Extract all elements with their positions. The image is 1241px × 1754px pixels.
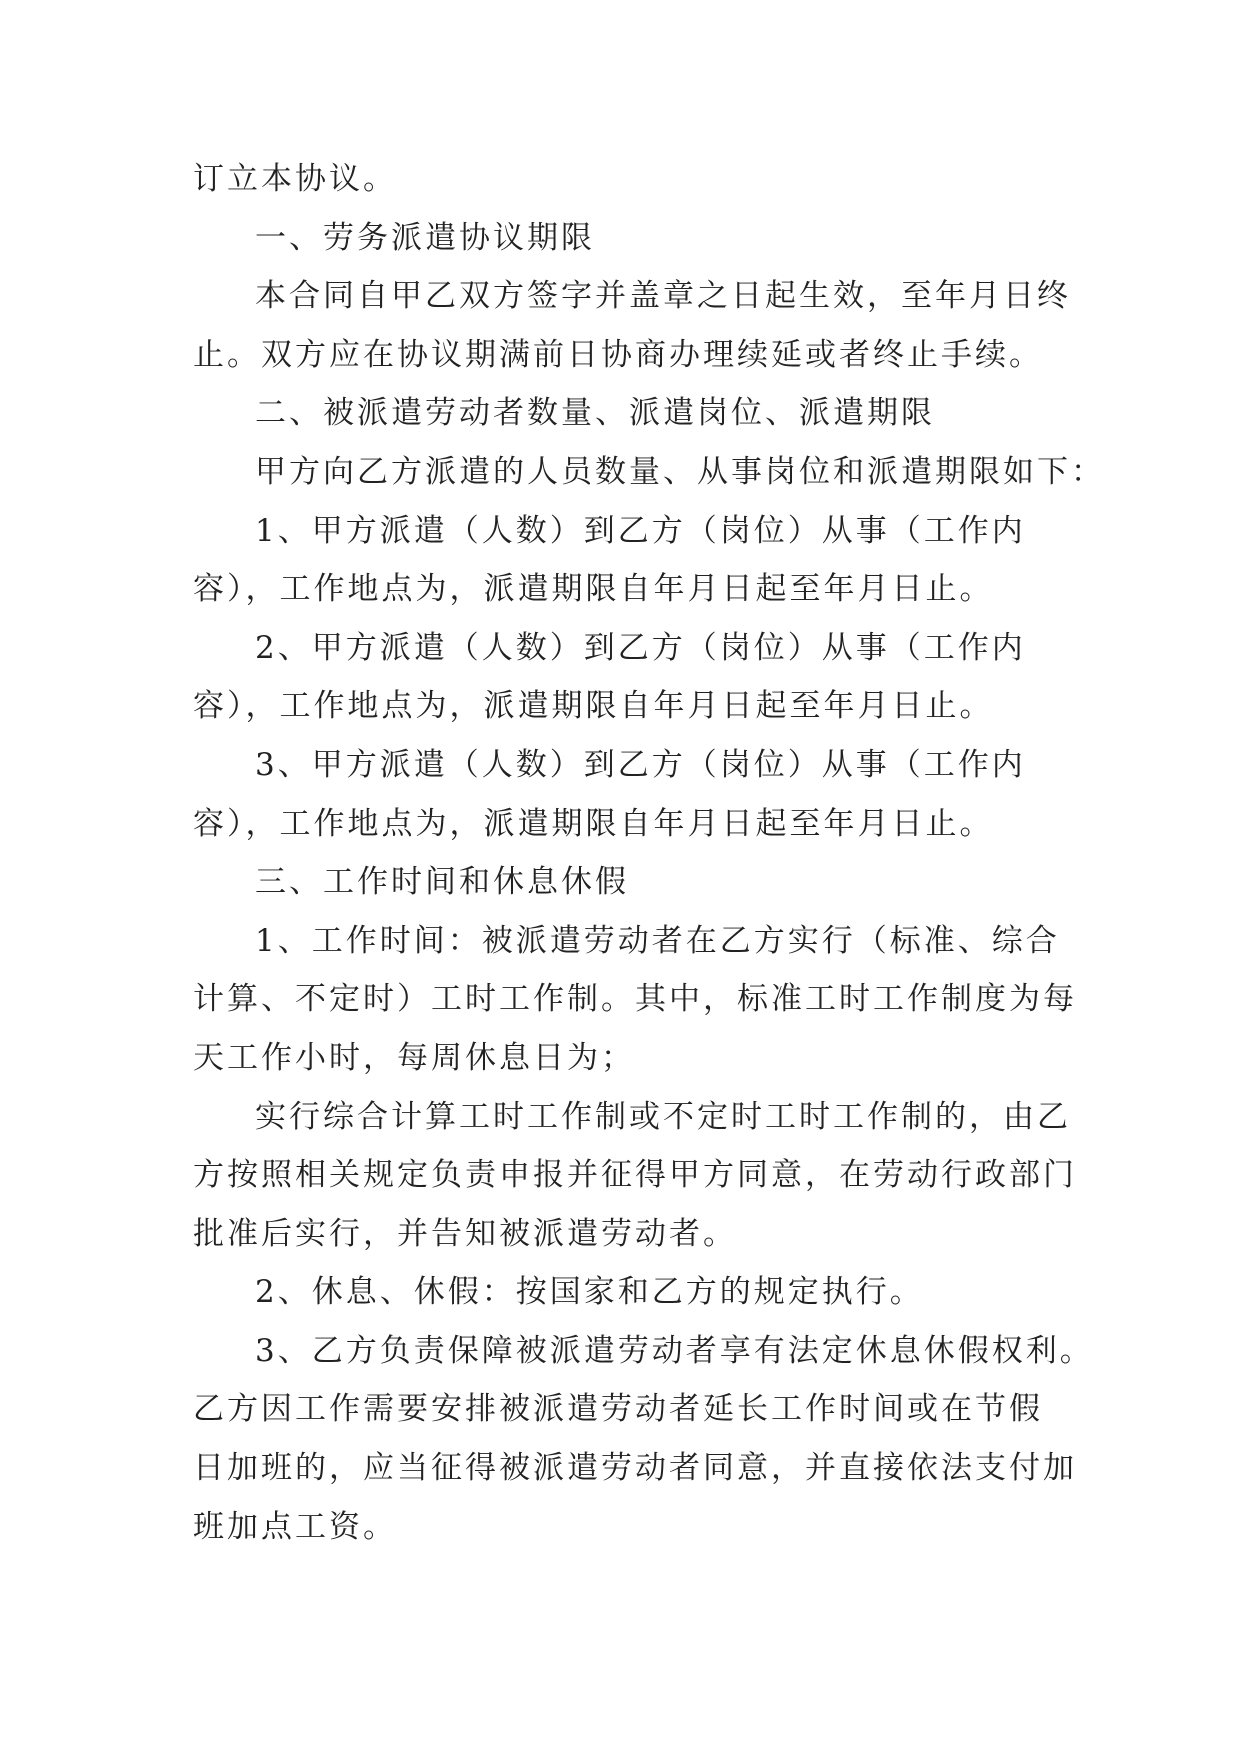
text-line: 1、工作时间：被派遣劳动者在乙方实行（标准、综合 [255, 922, 1060, 959]
text-line: 3、乙方负责保障被派遣劳动者享有法定休息休假权利。 [255, 1332, 1094, 1369]
text-line: 容），工作地点为，派遣期限自年月日起至年月日止。 [193, 571, 994, 608]
text-line: 容），工作地点为，派遣期限自年月日起至年月日止。 [193, 688, 994, 725]
text-line: 容），工作地点为，派遣期限自年月日起至年月日止。 [193, 805, 994, 842]
text-line: 止。双方应在协议期满前日协商办理续延或者终止手续。 [193, 336, 1043, 373]
text-line: 计算、不定时）工时工作制。其中，标准工时工作制度为每 [193, 981, 1077, 1018]
text-line: 1、甲方派遣（人数）到乙方（岗位）从事（工作内 [255, 512, 1026, 549]
text-line: 甲方向乙方派遣的人员数量、从事岗位和派遣期限如下： [255, 453, 1105, 490]
text-line: 2、甲方派遣（人数）到乙方（岗位）从事（工作内 [255, 629, 1026, 666]
text-line: 3、甲方派遣（人数）到乙方（岗位）从事（工作内 [255, 746, 1026, 783]
section-heading: 二、被派遣劳动者数量、派遣岗位、派遣期限 [255, 395, 935, 432]
text-line: 乙方因工作需要安排被派遣劳动者延长工作时间或在节假 [193, 1391, 1043, 1428]
text-line: 2、休息、休假：按国家和乙方的规定执行。 [255, 1274, 924, 1311]
text-line: 方按照相关规定负责申报并征得甲方同意，在劳动行政部门 [193, 1157, 1077, 1194]
document-body [193, 150, 1105, 1556]
section-heading: 三、工作时间和休息休假 [255, 864, 629, 901]
text-line: 批准后实行，并告知被派遣劳动者。 [193, 1215, 737, 1252]
text-line: 实行综合计算工时工作制或不定时工时工作制的，由乙 [255, 1098, 1071, 1135]
text-line: 班加点工资。 [193, 1508, 397, 1545]
text-line: 本合同自甲乙双方签字并盖章之日起生效，至年月日终 [255, 278, 1071, 315]
section-heading: 一、劳务派遣协议期限 [255, 219, 595, 256]
text-line: 日加班的，应当征得被派遣劳动者同意，并直接依法支付加 [193, 1450, 1077, 1487]
text-line: 天工作小时，每周休息日为； [193, 1039, 635, 1076]
text-line: 订立本协议。 [193, 161, 397, 197]
